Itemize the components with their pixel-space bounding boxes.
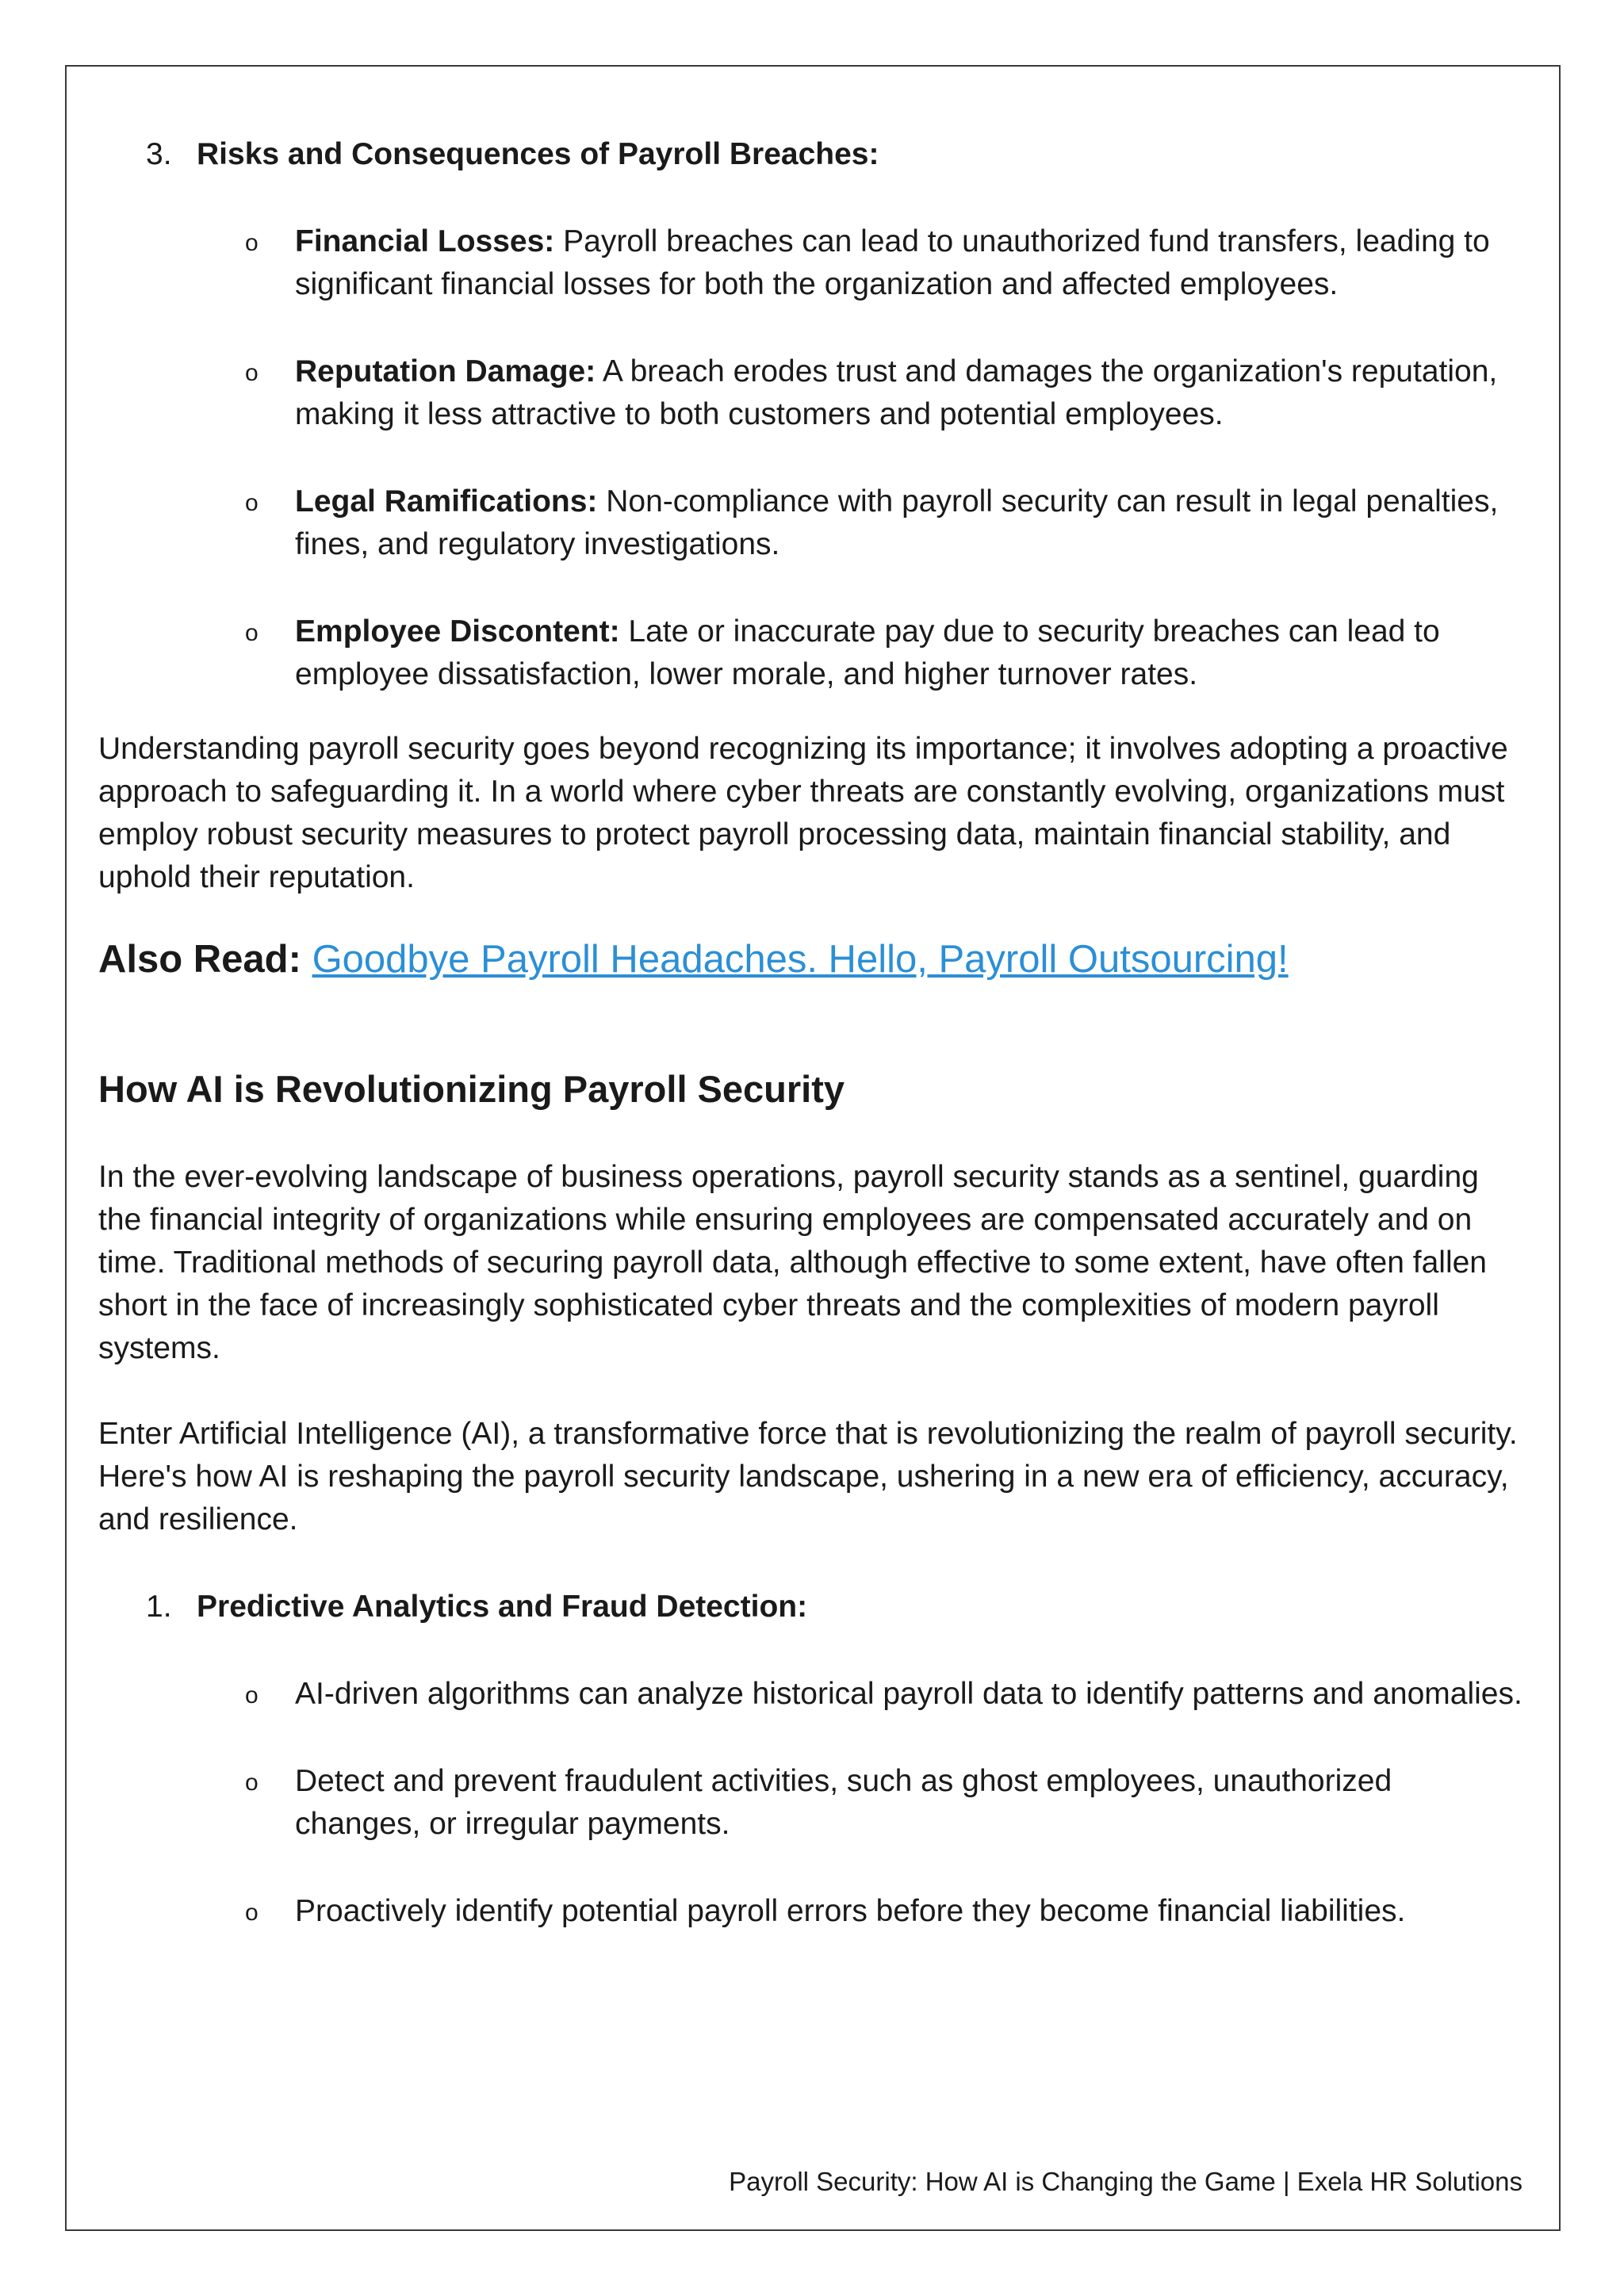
also-read-label: Also Read: xyxy=(98,938,301,981)
list-item xyxy=(98,610,1526,696)
also-read xyxy=(98,936,1526,983)
predictive-bullet-list xyxy=(98,1673,1526,1933)
list-item xyxy=(98,1890,1526,1933)
predictive-heading: Predictive Analytics and Fraud Detection: xyxy=(197,1590,808,1624)
bullet-icon: o xyxy=(245,1682,259,1709)
ai-paragraph-2: Enter Artificial Intelligence (AI), a transformative force that is revolutionizing the realm of payroll security. Here's how AI is reshaping the payroll security landscape, ushering in a new era of efficiency, accuracy, and resilience. xyxy=(98,1417,1518,1536)
document-content xyxy=(98,133,1526,1977)
list-item xyxy=(98,480,1526,566)
numbered-heading-risks xyxy=(98,133,1526,176)
bullet-term: Financial Losses: xyxy=(295,224,555,258)
list-item xyxy=(98,1760,1526,1846)
bullet-icon: o xyxy=(245,230,259,256)
bullet-term: Employee Discontent: xyxy=(295,614,620,649)
list-number: 3. xyxy=(146,137,172,171)
bullet-icon: o xyxy=(245,1770,259,1796)
bullet-icon: o xyxy=(245,360,259,386)
bullet-term: Legal Ramifications: xyxy=(295,484,598,519)
bullet-text: Payroll breaches can lead to unauthorized fund transfers, leading to significant financial losses for both the organization and affected employees. xyxy=(295,224,1490,301)
page-footer: Payroll Security: How AI is Changing the Game | Exela HR Solutions xyxy=(729,2167,1522,2196)
bullet-text: Non-compliance with payroll security can result in legal penalties, fines, and regulatory investigations. xyxy=(295,484,1499,561)
numbered-heading-predictive xyxy=(98,1586,1526,1628)
risks-bullet-list xyxy=(98,220,1526,696)
list-item xyxy=(98,1673,1526,1716)
bullet-icon: o xyxy=(245,1900,259,1926)
section-heading-ai: How AI is Revolutionizing Payroll Security xyxy=(98,1068,845,1110)
ai-paragraph-1: In the ever-evolving landscape of business operations, payroll security stands as a sentinel, guarding the financial integrity of organizations while ensuring employees are compensated accurately and on time. Traditional methods of securing payroll data, although effective to some extent, have often fallen short in the face of increasingly sophisticated cyber threats and the complexities of modern payroll systems. xyxy=(98,1160,1487,1365)
bullet-text: Proactively identify potential payroll errors before they become financial liabilities. xyxy=(295,1894,1406,1928)
bullet-text: AI-driven algorithms can analyze historical payroll data to identify patterns and anomalies. xyxy=(295,1677,1522,1711)
bullet-icon: o xyxy=(245,490,259,516)
list-item xyxy=(98,220,1526,306)
bullet-term: Reputation Damage: xyxy=(295,354,596,388)
list-number: 1. xyxy=(146,1590,172,1624)
bullet-text: Detect and prevent fraudulent activities, such as ghost employees, unauthorized changes, or irregular payments. xyxy=(295,1764,1392,1841)
list-item xyxy=(98,350,1526,436)
also-read-link[interactable]: Goodbye Payroll Headaches. Hello, Payroll Outsourcing! xyxy=(312,938,1289,981)
summary-paragraph: Understanding payroll security goes beyond recognizing its importance; it involves adopting a proactive approach to safeguarding it. In a world where cyber threats are constantly evolving, organizations must employ robust security measures to protect payroll processing data, maintain financial stability, and uphold their reputation. xyxy=(98,732,1508,894)
risks-heading: Risks and Consequences of Payroll Breaches: xyxy=(197,137,879,171)
bullet-text: Late or inaccurate pay due to security breaches can lead to employee dissatisfaction, lower morale, and higher turnover rates. xyxy=(295,614,1440,691)
bullet-icon: o xyxy=(245,620,259,646)
bullet-text: A breach erodes trust and damages the organization's reputation, making it less attractive to both customers and potential employees. xyxy=(295,354,1498,431)
